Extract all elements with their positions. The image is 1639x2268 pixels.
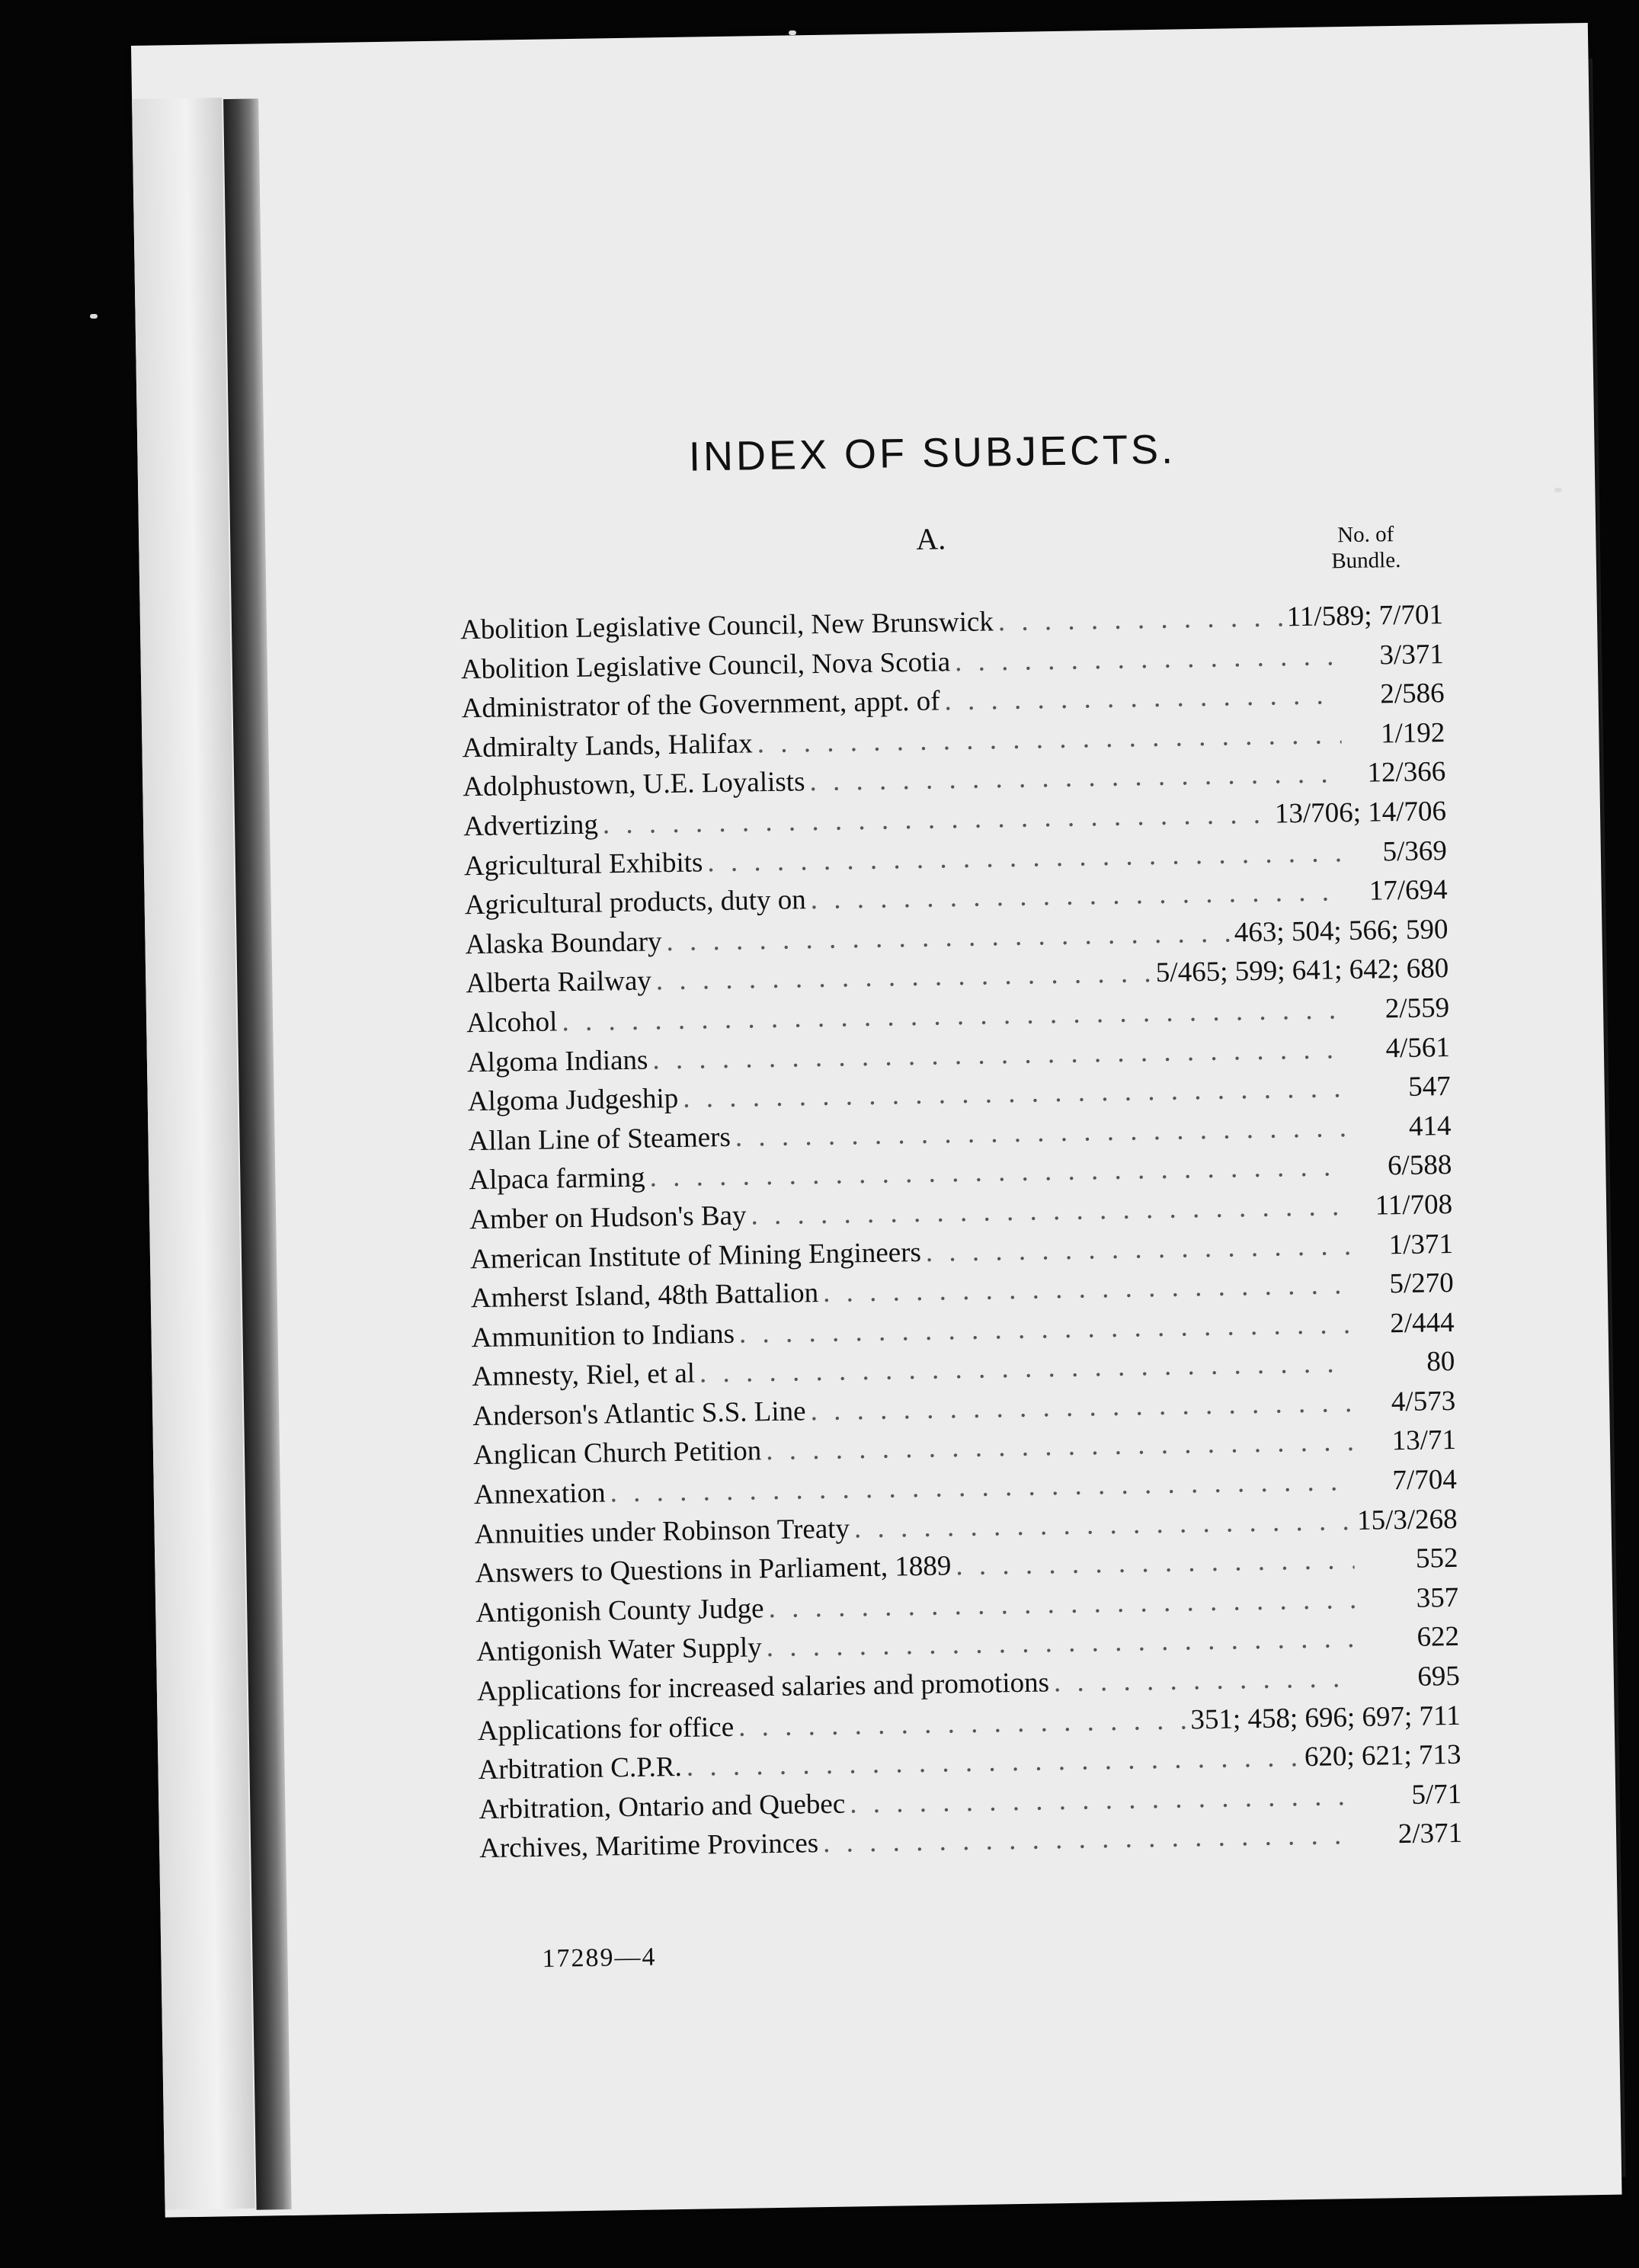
dust-speck xyxy=(1554,488,1562,492)
entry-subject: Anderson's Atlantic S.S. Line xyxy=(472,1395,806,1433)
entry-subject: Annuities under Robinson Treaty xyxy=(474,1513,850,1550)
entry-bundle-number: 11/589; 7/701 xyxy=(1286,599,1444,633)
entry-subject: Abolition Legislative Council, New Brunswick xyxy=(459,606,994,646)
entry-subject: Archives, Maritime Provinces xyxy=(479,1828,819,1865)
entry-bundle-number: 1/192 xyxy=(1380,716,1445,750)
entry-subject: Agricultural Exhibits xyxy=(463,846,703,882)
entry-bundle-number: 414 xyxy=(1408,1110,1452,1142)
entry-subject: Arbitration C.P.R. xyxy=(478,1751,683,1786)
entry-subject: Amnesty, Riel, et al xyxy=(472,1357,696,1393)
entry-bundle-number: 351; 458; 696; 697; 711 xyxy=(1190,1699,1461,1736)
dot-leader xyxy=(738,1703,1186,1743)
entry-bundle-number: 17/694 xyxy=(1369,874,1448,907)
entry-subject: Advertizing xyxy=(463,809,599,843)
entry-bundle-number: 620; 621; 713 xyxy=(1304,1739,1461,1773)
entry-bundle-number: 11/708 xyxy=(1375,1188,1453,1222)
entry-bundle-number: 2/444 xyxy=(1389,1306,1455,1339)
entry-subject: Alpaca farming xyxy=(469,1161,645,1196)
entry-bundle-number: 7/704 xyxy=(1392,1463,1458,1497)
dot-leader xyxy=(854,1504,1353,1545)
entry-bundle-number: 357 xyxy=(1416,1581,1459,1614)
entry-subject: Administrator of the Government, appt. of xyxy=(461,685,940,725)
entry-bundle-number: 547 xyxy=(1407,1071,1451,1103)
entry-bundle-number: 5/369 xyxy=(1382,834,1448,867)
entry-subject: Annexation xyxy=(473,1477,606,1511)
dot-leader xyxy=(850,1779,1359,1820)
entry-subject: Algoma Indians xyxy=(466,1044,648,1078)
entry-bundle-number: 4/561 xyxy=(1385,1031,1451,1064)
entry-bundle-number: 5/465; 599; 641; 642; 680 xyxy=(1155,953,1449,989)
entry-subject: Allan Line of Steamers xyxy=(468,1121,731,1157)
bundle-header-line-1: No. of xyxy=(1336,522,1394,548)
bundle-column-header xyxy=(1304,521,1427,575)
dot-leader xyxy=(955,639,1340,678)
dust-speck xyxy=(90,314,98,319)
section-letter: A. xyxy=(915,521,946,556)
entry-bundle-number: 622 xyxy=(1417,1621,1460,1654)
entry-subject: Ammunition to Indians xyxy=(471,1318,735,1353)
entry-bundle-number: 2/559 xyxy=(1385,991,1450,1025)
index-entries xyxy=(460,598,1463,1872)
dust-speck xyxy=(789,30,796,35)
dot-leader xyxy=(944,678,1341,717)
entry-bundle-number: 12/366 xyxy=(1367,756,1446,790)
entry-bundle-number: 463; 504; 566; 590 xyxy=(1234,913,1449,949)
entry-subject: Amber on Hudson's Bay xyxy=(469,1200,747,1236)
entry-subject: Agricultural products, duty on xyxy=(464,884,807,921)
entry-subject: American Institute of Mining Engineers xyxy=(469,1236,922,1275)
entry-bundle-number: 1/371 xyxy=(1388,1228,1454,1261)
entry-bundle-number: 2/586 xyxy=(1379,678,1445,710)
entry-subject: Anglican Church Petition xyxy=(472,1435,762,1472)
dot-leader xyxy=(1054,1661,1357,1699)
entry-subject: Arbitration, Ontario and Quebec xyxy=(479,1788,846,1825)
entry-bundle-number: 695 xyxy=(1417,1660,1461,1693)
bundle-header-line-2: Bundle. xyxy=(1331,547,1401,574)
footer-code: 17289—4 xyxy=(542,1943,657,1973)
entry-subject: Amherst Island, 48th Battalion xyxy=(470,1277,819,1315)
entry-subject: Applications for increased salaries and promotions xyxy=(476,1667,1050,1708)
dot-leader xyxy=(656,956,1152,997)
entry-bundle-number: 80 xyxy=(1426,1346,1455,1378)
entry-bundle-number: 3/371 xyxy=(1379,638,1445,671)
entry-bundle-number: 2/371 xyxy=(1397,1818,1463,1850)
entry-subject: Antigonish Water Supply xyxy=(475,1632,763,1668)
entry-subject: Antigonish County Judge xyxy=(475,1593,764,1629)
entry-subject: Admiralty Lands, Halifax xyxy=(462,728,754,764)
index-content xyxy=(456,375,1470,1973)
entry-subject: Alaska Boundary xyxy=(465,925,662,961)
entry-subject: Answers to Questions in Parliament, 1889 xyxy=(475,1550,952,1590)
entry-bundle-number: 552 xyxy=(1415,1542,1458,1575)
dot-leader xyxy=(926,1229,1350,1269)
entry-subject: Alcohol xyxy=(466,1006,558,1040)
entry-bundle-number: 4/573 xyxy=(1391,1385,1456,1418)
entry-bundle-number: 5/71 xyxy=(1411,1778,1462,1811)
entry-bundle-number: 6/588 xyxy=(1387,1149,1452,1182)
entry-bundle-number: 15/3/268 xyxy=(1356,1503,1458,1536)
entry-subject: Abolition Legislative Council, Nova Scotia xyxy=(460,645,951,685)
entry-bundle-number: 5/270 xyxy=(1389,1267,1455,1300)
entry-bundle-number: 13/706; 14/706 xyxy=(1274,795,1447,830)
entry-bundle-number: 13/71 xyxy=(1391,1424,1457,1457)
page-title: INDEX OF SUBJECTS. xyxy=(688,426,1176,480)
scanned-page xyxy=(131,23,1622,2218)
entry-subject: Applications for office xyxy=(477,1711,735,1747)
entry-subject: Algoma Judgeship xyxy=(467,1083,679,1118)
dot-leader xyxy=(956,1543,1355,1582)
dot-leader xyxy=(998,601,1283,638)
entry-subject: Adolphustown, U.E. Loyalists xyxy=(463,766,805,803)
entry-subject: Alberta Railway xyxy=(466,965,652,1000)
